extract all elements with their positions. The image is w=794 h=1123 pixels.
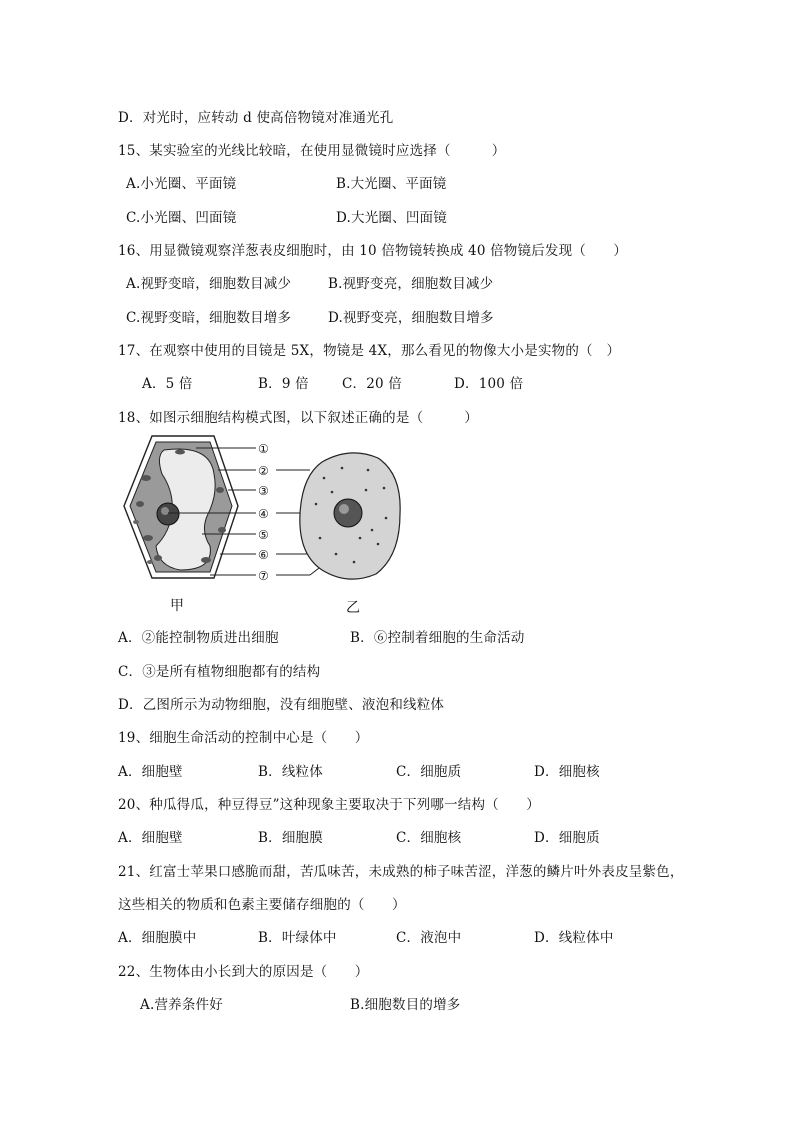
q16-option-a: A.视野变暗，细胞数目减少 (126, 276, 292, 292)
caption-yi: 乙 (346, 600, 360, 616)
label-4: ④ (258, 507, 269, 521)
q22-option-a: A.营养条件好 (140, 997, 223, 1013)
q17-option-b: B．9 倍 (258, 376, 309, 392)
q18-option-c: C．③是所有植物细胞都有的结构 (118, 664, 321, 680)
q19-option-d: D．细胞核 (534, 764, 600, 780)
q16-stem: 16、用显微镜观察洋葱表皮细胞时，由 10 倍物镜转换成 40 倍物镜后发现（ ） (118, 243, 628, 259)
q20-option-c: C．细胞核 (396, 830, 462, 846)
label-6: ⑥ (258, 548, 269, 562)
q15-stem: 15、某实验室的光线比较暗，在使用显微镜时应选择（ ） (118, 143, 506, 159)
q21-option-b: B．叶绿体中 (258, 930, 337, 946)
q20-option-d: D．细胞质 (534, 830, 600, 846)
q20-option-b: B．细胞膜 (258, 830, 323, 846)
q17-option-a: A．5 倍 (142, 376, 193, 392)
q20-stem: 20、种瓜得瓜，种豆得豆”这种现象主要取决于下列哪一结构（ ） (118, 797, 540, 813)
q15-option-c: C.小光圈、凹面镜 (126, 210, 237, 226)
label-7: ⑦ (258, 569, 269, 583)
q16-option-d: D.视野变亮，细胞数目增多 (328, 310, 494, 326)
label-3: ③ (258, 484, 269, 498)
caption-jia: 甲 (170, 598, 184, 614)
q22-option-b: B.细胞数目的增多 (350, 997, 461, 1013)
q16-option-c: C.视野变暗，细胞数目增多 (126, 310, 292, 326)
q21-option-a: A．细胞膜中 (118, 930, 197, 946)
q17-stem: 17、在观察中使用的目镜是 5X，物镜是 4X，那么看见的物像大小是实物的（ ） (118, 343, 621, 359)
q14-option-d: D．对光时，应转动 d 使高倍物镜对准通光孔 (118, 110, 394, 126)
plant-cell (124, 436, 238, 578)
label-1: ① (258, 442, 269, 456)
q19-option-b: B．线粒体 (258, 764, 323, 780)
q18-option-d: D．乙图所示为动物细胞，没有细胞壁、液泡和线粒体 (118, 697, 445, 713)
q21-stem-line2: 这些相关的物质和色素主要储存细胞的（ ） (118, 897, 406, 913)
q17-option-d: D．100 倍 (454, 376, 524, 392)
q17-option-c: C．20 倍 (342, 376, 402, 392)
q21-option-d: D．线粒体中 (534, 930, 614, 946)
q18-option-a: A．②能控制物质进出细胞 (118, 630, 279, 646)
cell-structure-figure (110, 434, 410, 616)
q15-option-d: D.大光圈、凹面镜 (336, 210, 447, 226)
label-5: ⑤ (258, 528, 269, 542)
animal-cell (300, 453, 400, 579)
q15-option-a: A.小光圈、平面镜 (126, 176, 237, 192)
q19-option-c: C．细胞质 (396, 764, 462, 780)
q19-stem: 19、细胞生命活动的控制中心是（ ） (118, 730, 369, 746)
q18-stem: 18、如图示细胞结构模式图，以下叙述正确的是（ ） (118, 410, 479, 426)
q21-stem-line1: 21、红富士苹果口感脆而甜，苦瓜味苦，未成熟的柿子味苦涩，洋葱的鳞片叶外表皮呈紫色， (118, 864, 684, 880)
q20-option-a: A．细胞壁 (118, 830, 183, 846)
q21-option-c: C．液泡中 (396, 930, 462, 946)
q22-stem: 22、生物体由小长到大的原因是（ ） (118, 964, 369, 980)
q19-option-a: A．细胞壁 (118, 764, 183, 780)
q15-option-b: B.大光圈、平面镜 (336, 176, 447, 192)
label-2: ② (258, 464, 269, 478)
q16-option-b: B.视野变亮，细胞数目减少 (328, 276, 494, 292)
q18-option-b: B．⑥控制着细胞的生命活动 (350, 630, 525, 646)
